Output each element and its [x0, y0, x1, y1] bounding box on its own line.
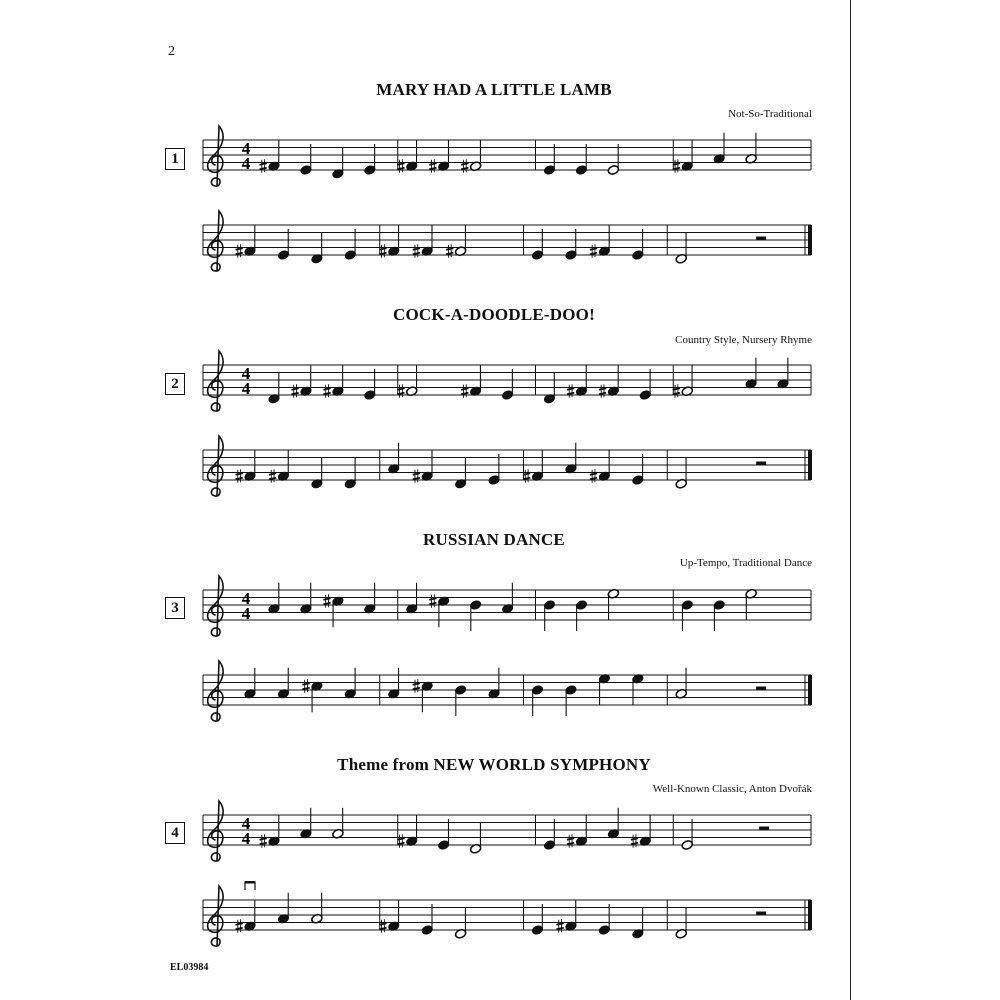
quarter-note [632, 908, 644, 939]
quarter-note [565, 443, 577, 474]
quarter-note [277, 893, 289, 924]
sharp-sign [260, 834, 267, 848]
half-note [397, 365, 418, 398]
quarter-note [575, 600, 587, 631]
time-signature-top: 4 [241, 589, 251, 608]
quarter-note [543, 819, 555, 850]
staff-system [203, 211, 812, 271]
quarter-note [291, 365, 312, 398]
time-signature-bottom: 4 [241, 829, 251, 848]
quarter-note [531, 904, 543, 935]
time-signature-top: 4 [241, 364, 251, 383]
sharp-sign [260, 159, 267, 173]
quarter-note [632, 673, 644, 704]
sharp-sign [590, 469, 597, 483]
quarter-note [244, 668, 256, 699]
half-rest [756, 462, 766, 466]
quarter-note [713, 133, 725, 164]
quarter-note [607, 808, 619, 839]
time-signature [242, 814, 251, 848]
quarter-note [556, 900, 577, 933]
quarter-note [236, 450, 257, 483]
quarter-note [523, 450, 544, 483]
time-signature-top: 4 [241, 139, 251, 158]
catalog-code: EL03984 [170, 962, 209, 973]
quarter-note [531, 685, 543, 716]
half-note [446, 225, 467, 258]
half-rest [756, 237, 766, 241]
quarter-note [598, 904, 610, 935]
quarter-note [575, 144, 587, 175]
sharp-sign [269, 469, 276, 483]
sharp-sign [236, 469, 243, 483]
sharp-sign [323, 384, 330, 398]
time-signature [242, 364, 251, 398]
song-title-1: MARY HAD A LITTLE LAMB [376, 80, 612, 99]
half-note [607, 144, 619, 175]
quarter-note [673, 140, 694, 173]
quarter-note [323, 365, 344, 398]
sharp-sign [379, 244, 386, 258]
quarter-note [364, 369, 376, 400]
sharp-sign [236, 244, 243, 258]
sharp-sign [302, 679, 309, 693]
final-bar-thick [808, 675, 812, 705]
final-bar-thick [808, 900, 812, 930]
treble-clef-icon [208, 211, 223, 271]
quarter-note [236, 225, 257, 258]
half-note [745, 588, 757, 619]
sharp-sign [397, 159, 404, 173]
treble-clef-icon [208, 661, 223, 721]
quarter-note [397, 140, 418, 173]
quarter-note [590, 225, 611, 258]
sharp-sign [323, 594, 330, 608]
quarter-note [590, 450, 611, 483]
sharp-sign [413, 679, 420, 693]
quarter-note [268, 373, 280, 404]
sharp-sign [567, 384, 574, 398]
quarter-note [413, 225, 434, 258]
half-note [745, 133, 757, 164]
sharp-sign [567, 834, 574, 848]
staff-system [203, 351, 811, 411]
sharp-sign [429, 159, 436, 173]
staff-system [203, 126, 811, 186]
sharp-sign [461, 159, 468, 173]
quarter-note [388, 443, 400, 474]
exercise-number-3: 3 [165, 597, 185, 619]
quarter-note [567, 365, 588, 398]
half-note [607, 588, 619, 619]
sharp-sign [397, 384, 404, 398]
quarter-note [364, 583, 376, 614]
half-note [675, 908, 687, 939]
half-note [332, 808, 344, 839]
quarter-note [543, 373, 555, 404]
final-bar-thick [808, 225, 812, 255]
quarter-note [488, 454, 500, 485]
song-subtitle-4: Well-Known Classic, Anton Dvořák [652, 783, 812, 795]
staff-system [203, 661, 812, 721]
quarter-note [311, 458, 323, 489]
quarter-note [344, 229, 356, 260]
sharp-sign [673, 159, 680, 173]
quarter-note [469, 600, 481, 631]
song-subtitle-3: Up-Tempo, Traditional Dance [679, 557, 812, 569]
quarter-note [639, 369, 651, 400]
quarter-note [565, 229, 577, 260]
song-title-2: COCK-A-DOODLE-DOO! [393, 305, 595, 324]
quarter-note [531, 229, 543, 260]
sharp-sign [631, 834, 638, 848]
sharp-sign [397, 834, 404, 848]
quarter-note [311, 233, 323, 264]
sharp-sign [523, 469, 530, 483]
quarter-note [437, 819, 449, 850]
quarter-note [632, 229, 644, 260]
quarter-note [300, 583, 312, 614]
sharp-sign [413, 469, 420, 483]
quarter-note [344, 668, 356, 699]
half-note [461, 140, 482, 173]
time-signature [242, 589, 251, 623]
page-number: 2 [168, 44, 175, 59]
quarter-note [236, 881, 257, 933]
quarter-note [300, 144, 312, 175]
quarter-note [413, 450, 434, 483]
treble-clef-icon [208, 436, 223, 496]
quarter-note [632, 454, 644, 485]
quarter-note [454, 458, 466, 489]
quarter-note [488, 668, 500, 699]
song-title-3: RUSSIAN DANCE [423, 530, 565, 549]
time-signature-top: 4 [241, 814, 251, 833]
half-note [454, 908, 466, 939]
staff-system [203, 801, 811, 861]
half-rest [759, 827, 769, 831]
song-subtitle-1: Not-So-Traditional [728, 108, 812, 120]
quarter-note [277, 229, 289, 260]
quarter-note [388, 668, 400, 699]
quarter-note [599, 365, 620, 398]
quarter-note [567, 815, 588, 848]
sharp-sign [236, 919, 243, 933]
half-note [675, 668, 687, 699]
sharp-sign [599, 384, 606, 398]
quarter-note [302, 679, 323, 712]
sharp-sign [673, 384, 680, 398]
treble-clef-icon [208, 801, 223, 861]
treble-clef-icon [208, 351, 223, 411]
quarter-note [300, 808, 312, 839]
half-note [311, 893, 323, 924]
sharp-sign [379, 919, 386, 933]
half-note [675, 458, 687, 489]
half-note [673, 365, 694, 398]
quarter-note [777, 358, 789, 389]
exercise-number-1: 1 [165, 148, 185, 170]
time-signature [242, 139, 251, 173]
quarter-note [598, 673, 610, 704]
quarter-note [364, 144, 376, 175]
exercise-number-2: 2 [165, 373, 185, 395]
quarter-note [260, 140, 281, 173]
staff-system [203, 576, 811, 636]
half-note [675, 233, 687, 264]
quarter-note [631, 815, 652, 848]
quarter-note [543, 144, 555, 175]
time-signature-bottom: 4 [241, 154, 251, 173]
quarter-note [332, 148, 344, 179]
quarter-note [323, 594, 344, 627]
quarter-note [421, 904, 433, 935]
quarter-note [713, 600, 725, 631]
song-title-4: Theme from NEW WORLD SYMPHONY [337, 755, 651, 774]
quarter-note [461, 365, 482, 398]
quarter-note [397, 815, 418, 848]
half-note [469, 823, 481, 854]
sharp-sign [446, 244, 453, 258]
quarter-note [406, 583, 418, 614]
treble-clef-icon [208, 576, 223, 636]
quarter-note [379, 900, 400, 933]
quarter-note [501, 369, 513, 400]
sharp-sign [461, 384, 468, 398]
half-rest [756, 687, 766, 691]
sharp-sign [291, 384, 298, 398]
time-signature-bottom: 4 [241, 379, 251, 398]
exercise-number-4: 4 [165, 822, 185, 844]
half-rest [756, 912, 766, 916]
staff-system [203, 881, 812, 946]
quarter-note [268, 583, 280, 614]
song-subtitle-2: Country Style, Nursery Rhyme [675, 334, 812, 346]
sharp-sign [556, 919, 563, 933]
half-note [681, 819, 693, 850]
quarter-note [501, 583, 513, 614]
quarter-note [429, 140, 450, 173]
quarter-note [429, 594, 450, 627]
treble-clef-icon [208, 126, 223, 186]
staff-system [203, 436, 812, 496]
quarter-note [543, 600, 555, 631]
quarter-note [379, 225, 400, 258]
quarter-note [344, 458, 356, 489]
sharp-sign [590, 244, 597, 258]
quarter-note [269, 450, 290, 483]
sharp-sign [413, 244, 420, 258]
down-bow-icon [245, 881, 255, 890]
quarter-note [745, 358, 757, 389]
treble-clef-icon [208, 886, 223, 946]
quarter-note [454, 685, 466, 716]
quarter-note [260, 815, 281, 848]
time-signature-bottom: 4 [241, 604, 251, 623]
sharp-sign [429, 594, 436, 608]
final-bar-thick [808, 450, 812, 480]
quarter-note [681, 600, 693, 631]
quarter-note [565, 685, 577, 716]
quarter-note [277, 668, 289, 699]
quarter-note [413, 679, 434, 712]
